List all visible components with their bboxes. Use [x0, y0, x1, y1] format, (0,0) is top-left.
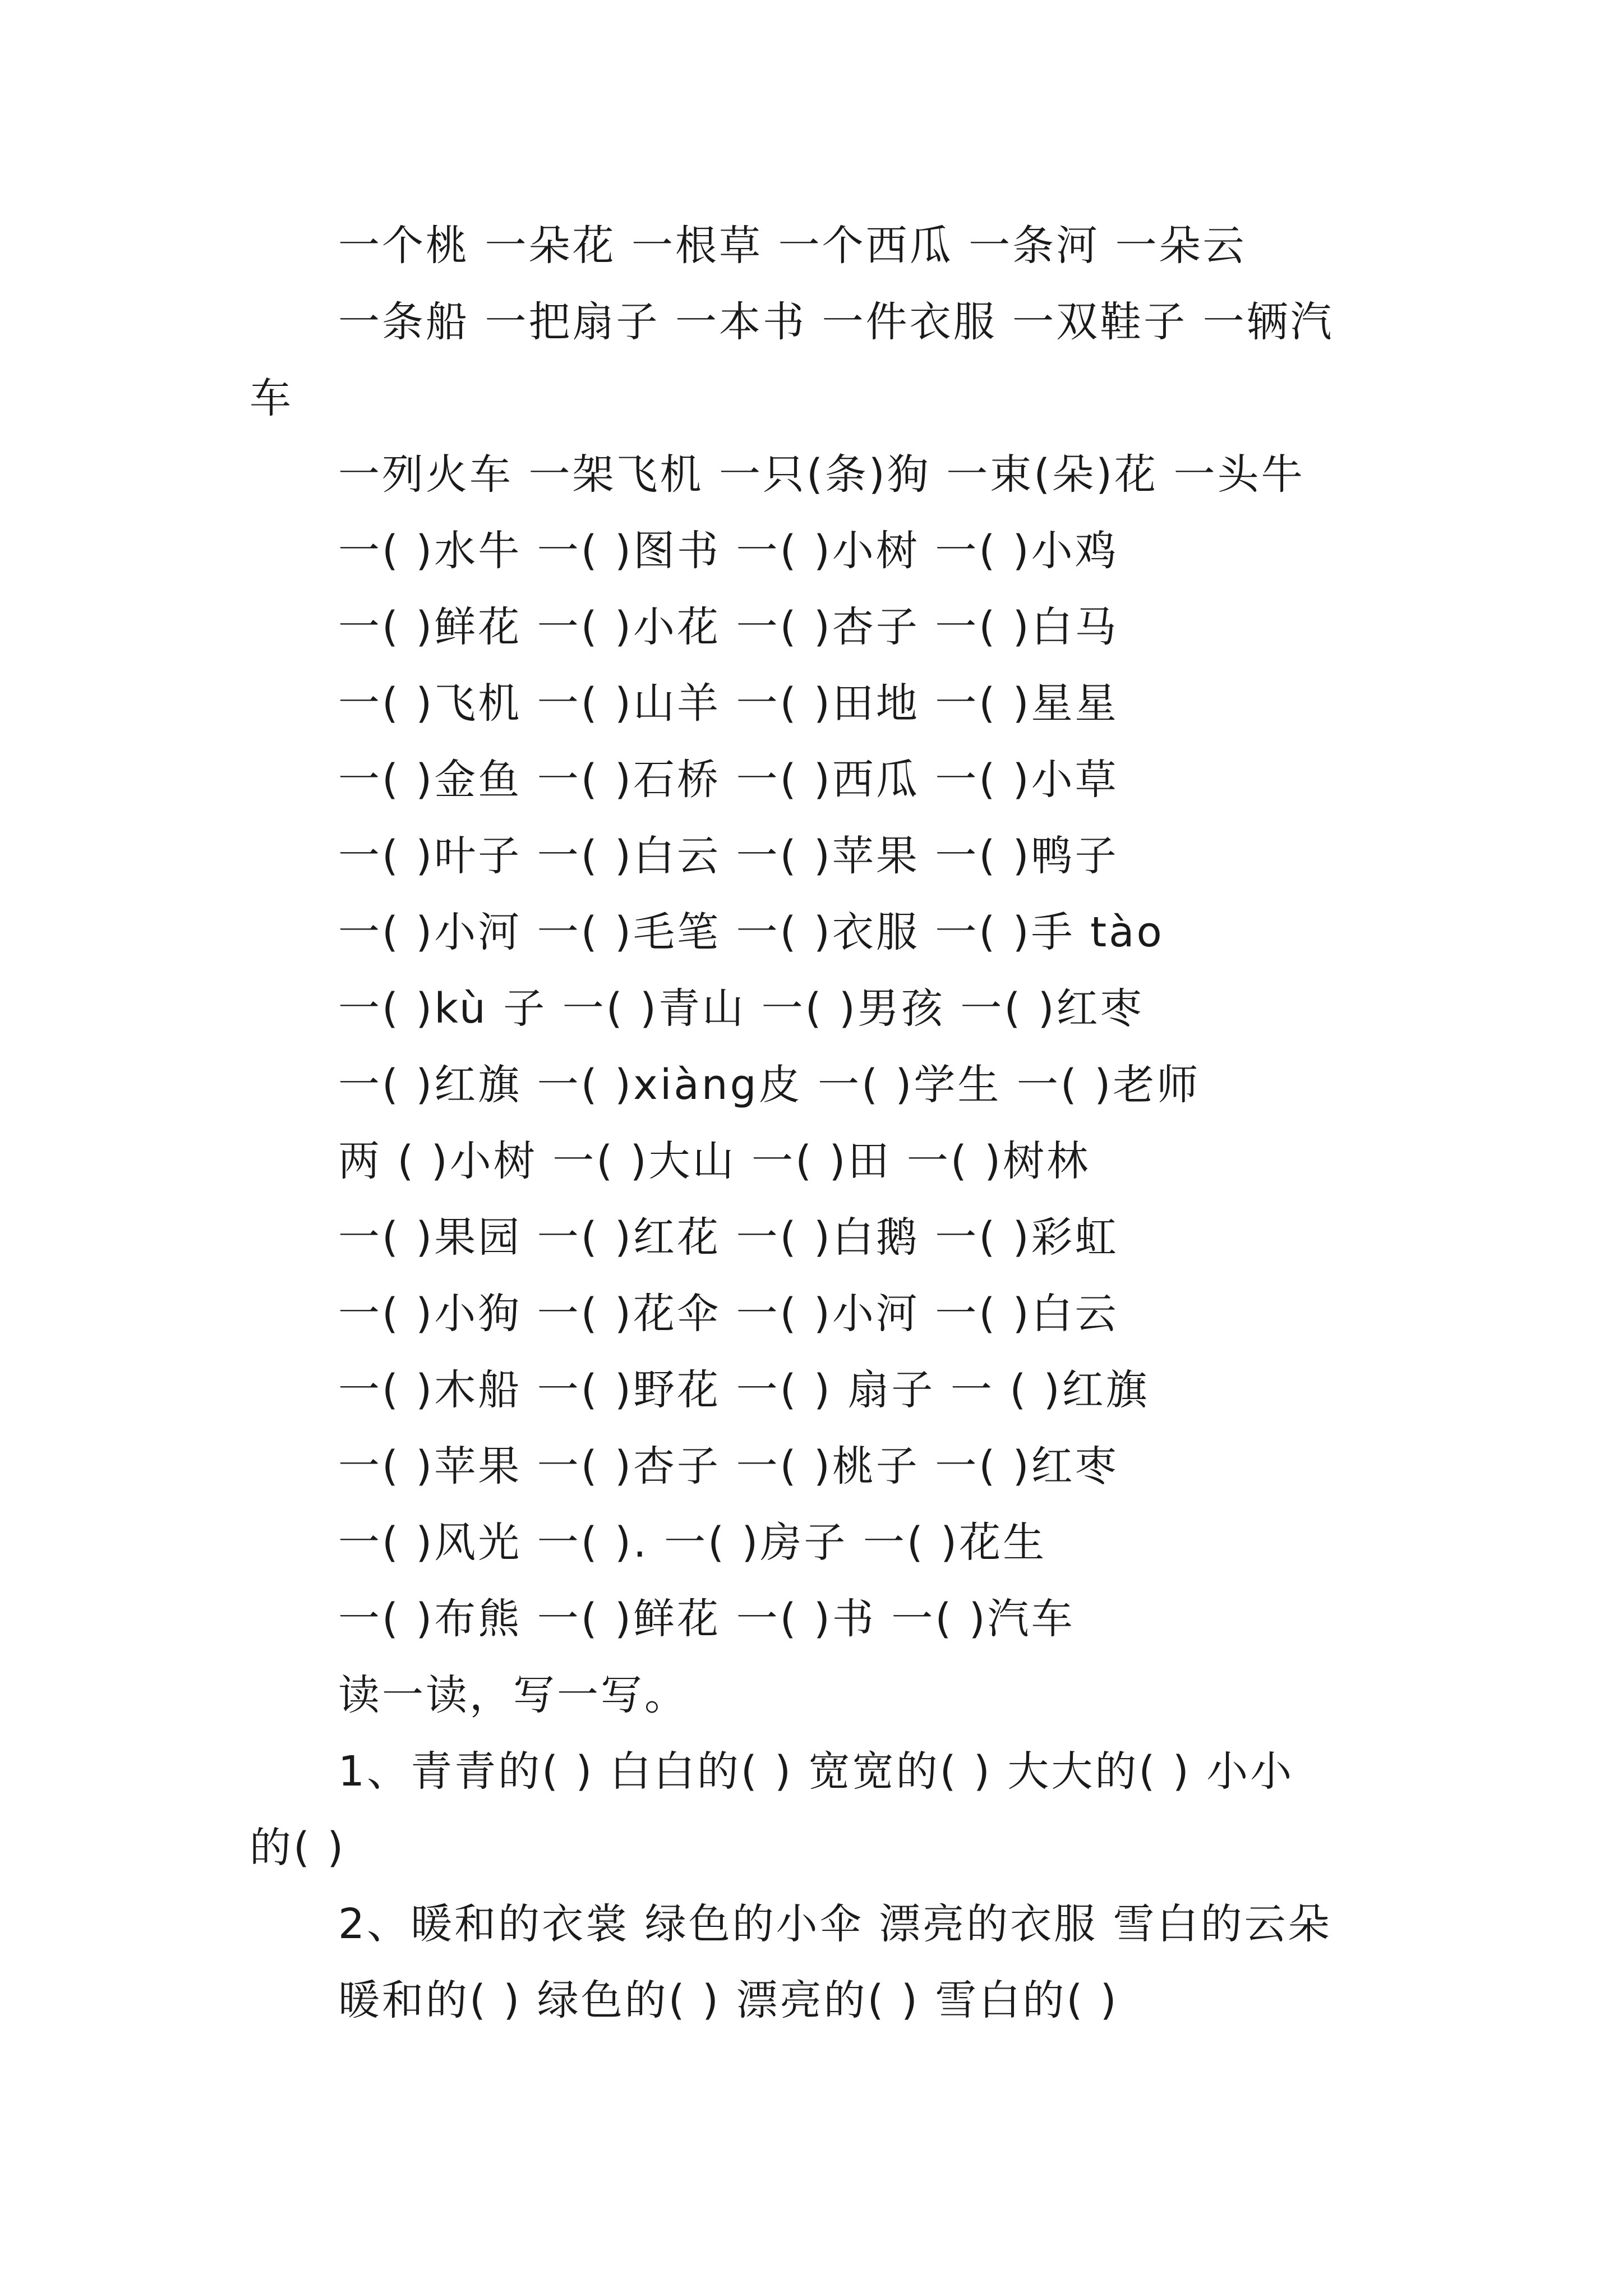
text-line: 一( )kù 子 一( )青山 一( )男孩 一( )红枣 [338, 984, 1144, 1033]
text-line: 一( )鲜花 一( )小花 一( )杏子 一( )白马 [338, 603, 1119, 651]
text-line: 一( )布熊 一( )鲜花 一( )书 一( )汽车 [338, 1595, 1075, 1643]
text-line: 2、暖和的衣裳 绿色的小伞 漂亮的衣服 雪白的云朵 [338, 1900, 1332, 1948]
text-body [250, 208, 1382, 2039]
text-line: 一( )小河 一( )毛笔 一( )衣服 一( )手 tào [338, 908, 1164, 956]
text-line: 一条船 一把扇子 一本书 一件衣服 一双鞋子 一辆汽 [338, 298, 1334, 346]
text-line: 一( )木船 一( )野花 一( ) 扇子 一 ( )红旗 [338, 1366, 1150, 1414]
text-line: 一( )飞机 一( )山羊 一( )田地 一( )星星 [338, 679, 1119, 728]
text-line: 车 [250, 374, 293, 422]
text-line: 一( )水牛 一( )图书 一( )小树 一( )小鸡 [338, 527, 1119, 575]
text-line: 一( )金鱼 一( )石桥 一( )西瓜 一( )小草 [338, 756, 1119, 804]
text-line: 一列火车 一架飞机 一只(条)狗 一束(朵)花 一头牛 [338, 450, 1305, 499]
text-line: 的( ) [250, 1824, 346, 1872]
text-line: 一( )小狗 一( )花伞 一( )小河 一( )白云 [338, 1290, 1119, 1338]
text-line: 一( )风光 一( ). 一( )房子 一( )花生 [338, 1519, 1047, 1567]
text-line: 一个桃 一朵花 一根草 一个西瓜 一条河 一朵云 [338, 222, 1247, 270]
text-line: 暖和的( ) 绿色的( ) 漂亮的( ) 雪白的( ) [338, 1976, 1119, 2024]
section-heading: 读一读，写一写。 [338, 1671, 688, 1719]
text-line: 一( )叶子 一( )白云 一( )苹果 一( )鸭子 [338, 832, 1119, 880]
text-line: 一( )苹果 一( )杏子 一( )桃子 一( )红枣 [338, 1442, 1119, 1490]
text-line: 两 ( )小树 一( )大山 一( )田 一( )树林 [338, 1137, 1091, 1185]
text-line: 一( )红旗 一( )xiàng皮 一( )学生 一( )老师 [338, 1061, 1201, 1109]
text-line: 1、青青的( ) 白白的( ) 宽宽的( ) 大大的( ) 小小 [338, 1747, 1294, 1796]
text-line: 一( )果园 一( )红花 一( )白鹅 一( )彩虹 [338, 1213, 1119, 1262]
